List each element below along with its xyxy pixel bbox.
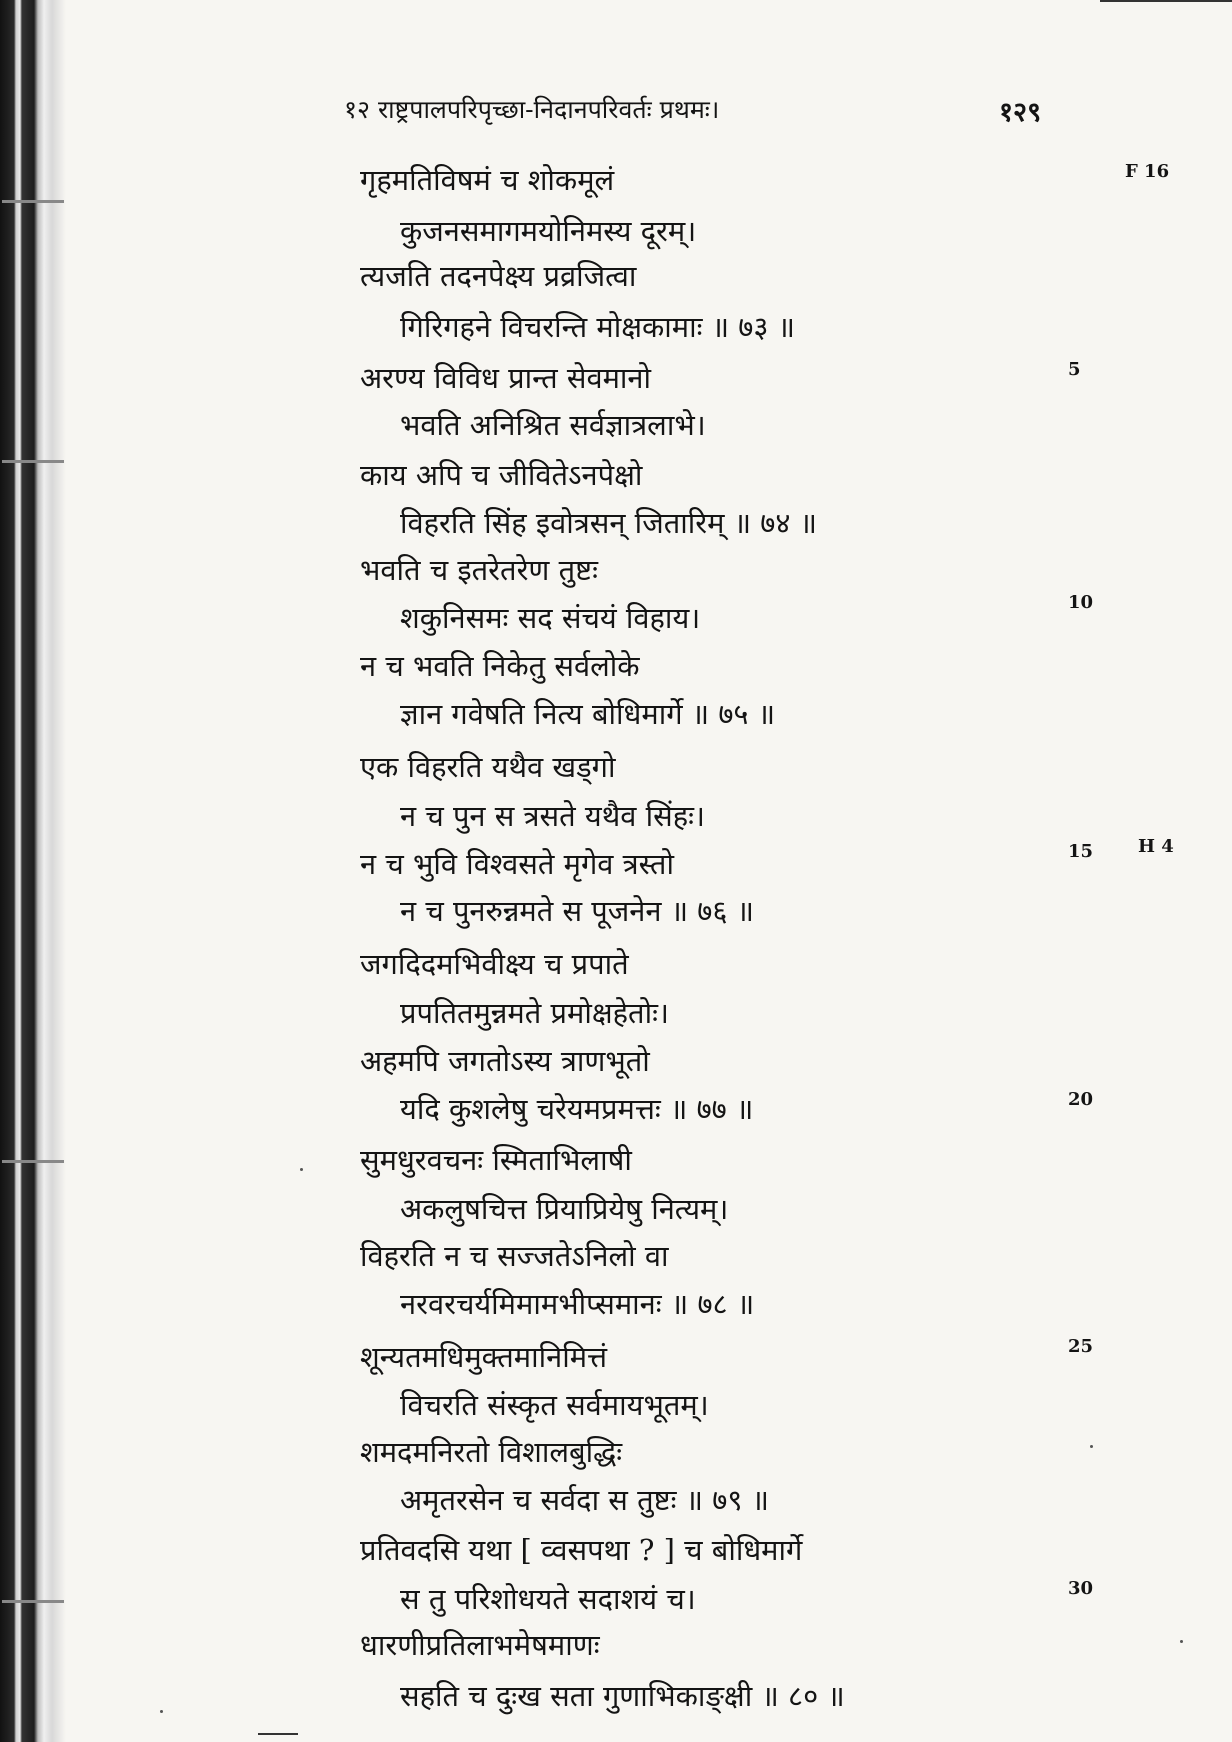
verse-line: सहति च दुःख सता गुणाभिकाङ्क्षी ॥ ८० ॥	[400, 1679, 845, 1713]
header-title: १२ राष्ट्रपालपरिपृच्छा-निदानपरिवर्तः प्रथमः।	[344, 95, 720, 124]
book-binding-edge	[0, 0, 66, 1742]
verse-line: धारणीप्रतिलाभमेषमाणः	[360, 1628, 600, 1662]
binding-stitch	[2, 1600, 64, 1603]
bottom-rule	[258, 1733, 298, 1735]
line-number-25: 25	[1068, 1336, 1094, 1357]
scan-speck	[160, 1710, 163, 1713]
running-header	[344, 92, 1064, 132]
verse-line: गिरिगहने विचरन्ति मोक्षकामाः ॥ ७३ ॥	[400, 310, 796, 344]
binding-stitch	[2, 1160, 64, 1163]
line-number-10: 10	[1068, 592, 1094, 613]
verse-line: जगदिदमभिवीक्ष्य च प्रपाते	[360, 947, 629, 981]
verse-line: न च पुन स त्रसते यथैव सिंहः।	[400, 799, 705, 833]
binding-stitch	[2, 200, 64, 203]
top-rule	[1100, 0, 1232, 2]
line-number-15: 15	[1068, 841, 1094, 862]
verse-line: न च पुनरुन्नमते स पूजनेन ॥ ७६ ॥	[400, 894, 755, 928]
verse-line: गृहमतिविषमं च शोकमूलं	[360, 163, 615, 197]
verse-line: अरण्य विविध प्रान्त सेवमानो	[360, 361, 652, 395]
verse-line: अमृतरसेन च सर्वदा स तुष्टः ॥ ७९ ॥	[400, 1483, 769, 1517]
verse-line: शून्यतमधिमुक्तमानिमित्तं	[360, 1340, 608, 1374]
line-number-5: 5	[1068, 359, 1081, 380]
verse-line: एक विहरति यथैव खड्गो	[360, 750, 616, 784]
verse-line: ज्ञान गवेषति नित्य बोधिमार्गे ॥ ७५ ॥	[400, 697, 776, 731]
page-number: १२९	[999, 97, 1042, 128]
verse-line: न च भुवि विश्वसते मृगेव त्रस्तो	[360, 847, 674, 881]
scan-speck	[1180, 1640, 1183, 1643]
verse-line: प्रपतितमुन्नमते प्रमोक्षहेतोः।	[400, 996, 669, 1030]
outer-ref-h4: H 4	[1138, 836, 1174, 857]
line-number-30: 30	[1068, 1578, 1094, 1599]
verse-line: विहरति न च सज्जतेऽनिलो वा	[360, 1239, 669, 1273]
scan-speck	[1090, 1445, 1093, 1448]
verse-line: विहरति सिंह इवोत्रसन् जितारिम् ॥ ७४ ॥	[400, 506, 818, 540]
line-number-20: 20	[1068, 1089, 1094, 1110]
verse-line: यदि कुशलेषु चरेयमप्रमत्तः ॥ ७७ ॥	[400, 1092, 754, 1126]
verse-line: कुजनसमागमयोनिमस्य दूरम्।	[400, 214, 697, 248]
verse-line: अकलुषचित्त प्रियाप्रियेषु नित्यम्।	[400, 1192, 729, 1226]
verse-line: स तु परिशोधयते सदाशयं च।	[400, 1582, 696, 1616]
verse-line: नरवरचर्यमिमामभीप्समानः ॥ ७८ ॥	[400, 1287, 755, 1321]
verse-line: भवति अनिश्रित सर्वज्ञात्रलाभे।	[400, 408, 706, 442]
binding-stitch	[2, 460, 64, 463]
verse-line: अहमपि जगतोऽस्य त्राणभूतो	[360, 1044, 650, 1078]
verse-line: त्यजति तदनपेक्ष्य प्रव्रजित्वा	[360, 259, 637, 293]
verse-line: सुमधुरवचनः स्मिताभिलाषी	[360, 1143, 632, 1177]
verse-line: न च भवति निकेतु सर्वलोके	[360, 649, 640, 683]
verse-line: भवति च इतरेतरेण तुष्टः	[360, 553, 598, 587]
verse-line: प्रतिवदसि यथा [ व्वसपथा ? ] च बोधिमार्गे	[360, 1533, 803, 1567]
verse-line: शकुनिसमः सद संचयं विहाय।	[400, 601, 701, 635]
verse-line: विचरति संस्कृत सर्वमायभूतम्।	[400, 1388, 709, 1422]
verse-line: शमदमनिरतो विशालबुद्धिः	[360, 1435, 623, 1469]
scan-speck	[300, 1168, 303, 1171]
verse-line: काय अपि च जीवितेऽनपेक्षो	[360, 458, 643, 492]
outer-ref-f16: F 16	[1125, 161, 1170, 182]
